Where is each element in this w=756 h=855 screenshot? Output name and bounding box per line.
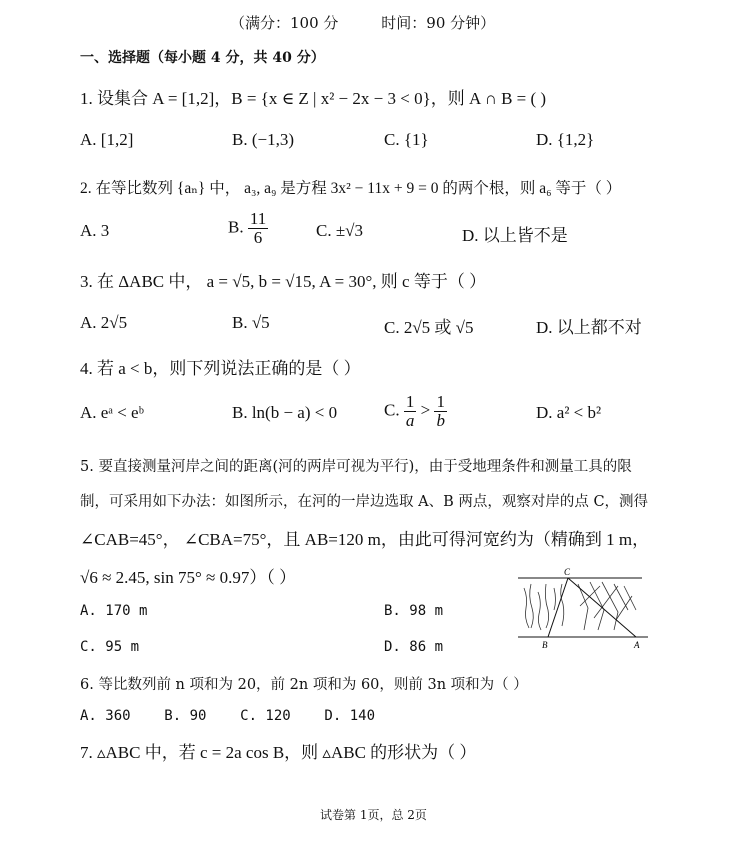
question-5-option-a: A. 170 m <box>80 603 148 619</box>
question-1-option-d: D. {1,2} <box>536 130 595 149</box>
point-c-label: C <box>564 567 571 577</box>
question-5-line-2: 制，可采用如下办法：如图所示，在河的一岸边选取 A、B 两点，观察对岸的点 C，测得 <box>80 494 649 510</box>
header-score-time: （满分：100 分 时间：90 分钟） <box>230 14 496 32</box>
option-c-label: C. <box>384 400 400 420</box>
fraction-right-numerator: 1 <box>436 392 445 411</box>
fraction-left-denominator: a <box>405 410 415 430</box>
question-2-option-a: A. 3 <box>80 221 110 240</box>
option-b-label: B. <box>228 217 244 237</box>
section-title: 一、选择题（每小题 4 分，共 40 分） <box>80 50 325 66</box>
question-2-option-d: D. 以上皆不是 <box>462 226 568 245</box>
question-4-option-a: A. eᵃ < eᵇ <box>80 403 144 422</box>
question-5-line-3: ∠CAB=45°， ∠CBA=75°，且 AB=120 m，由此可得河宽约为（精确到 1 m， <box>80 530 650 549</box>
question-5-line-4: √6 ≈ 2.45, sin 75° ≈ 0.97）（ ） <box>80 568 297 587</box>
comparison-sign: > <box>420 400 431 420</box>
question-4-stem: 4. 若 a < b，则下列说法正确的是（ ） <box>80 359 361 378</box>
question-4-option-c <box>384 393 447 430</box>
question-1-stem: 1. 设集合 A = [1,2]，B = {x ∈ Z | x² − 2x − 3 < 0}，则 A ∩ B = ( ) <box>80 89 547 108</box>
question-3-option-d: D. 以上都不对 <box>536 318 642 337</box>
question-4-option-b: B. ln(b − a) < 0 <box>232 403 338 422</box>
question-5-option-c: C. 95 m <box>80 639 140 655</box>
point-b-label: B <box>542 640 548 650</box>
question-2-option-b <box>228 210 268 247</box>
question-3-option-a: A. 2√5 <box>80 313 128 332</box>
question-4-option-d: D. a² < b² <box>536 403 602 422</box>
question-2-option-c: C. ±√3 <box>316 221 363 240</box>
fraction-left <box>404 393 417 430</box>
question-3-option-c: C. 2√5 或 √5 <box>384 318 474 337</box>
question-5-line-1: 5. 要直接测量河岸之间的距离(河的两岸可视为平行)，由于受地理条件和测量工具的限 <box>80 459 632 475</box>
question-2-stem: 2. 在等比数列 {aₙ} 中， a₃, a₉ 是方程 3x² − 11x + 9 = 0 的两个根，则 a₆ 等于（ ） <box>80 180 622 197</box>
river-diagram <box>518 566 650 654</box>
fraction-numerator: 11 <box>249 209 267 228</box>
fraction <box>248 210 268 247</box>
question-5-option-b: B. 98 m <box>384 603 444 619</box>
question-1-option-a: A. [1,2] <box>80 130 134 149</box>
point-a-label: A <box>634 640 640 650</box>
segment-cb <box>548 578 568 637</box>
page-footer: 试卷第 1页，总 2页 <box>320 808 427 822</box>
question-6-stem: 6. 等比数列前 n 项和为 20，前 2n 项和为 60，则前 3n 项和为（ ） <box>80 677 528 693</box>
fraction-right-denominator: b <box>436 410 445 430</box>
fraction-right <box>434 393 447 430</box>
question-1-option-b: B. (−1,3) <box>232 130 294 149</box>
question-1-option-c: C. {1} <box>384 130 429 149</box>
fraction-denominator: 6 <box>253 227 263 247</box>
fraction-left-numerator: 1 <box>405 392 415 411</box>
question-6-options: A. 360 B. 90 C. 120 D. 140 <box>80 708 376 724</box>
segment-ca <box>568 578 636 637</box>
question-3-option-b: B. √5 <box>232 313 270 332</box>
question-3-stem: 3. 在 ΔABC 中， a = √5, b = √15, A = 30°, 则 c 等于（ ） <box>80 272 487 291</box>
question-7-stem: 7. ▵ABC 中，若 c = 2a cos B，则 ▵ABC 的形状为（ ） <box>80 743 477 762</box>
river-figure <box>518 566 650 654</box>
question-5-option-d: D. 86 m <box>384 639 444 655</box>
